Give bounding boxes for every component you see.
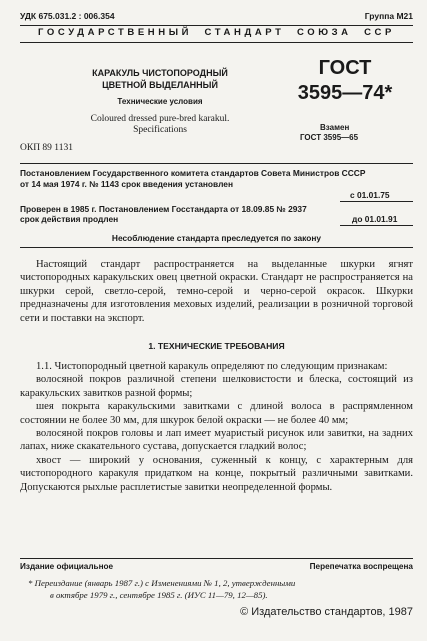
replaces-label: Взамен xyxy=(320,123,350,132)
title-en-line1: Coloured dressed pure-bred karakul. xyxy=(90,114,230,124)
official-edition: Издание официальное xyxy=(20,562,114,571)
udk-code: УДК 675.031.2 : 006.354 xyxy=(20,11,115,21)
clause-1-1: 1.1. Чистопородный цветной каракуль определяют по следующим признакам: xyxy=(36,361,388,372)
date-from: с 01.01.75 xyxy=(350,190,390,200)
footer-rule xyxy=(20,558,413,559)
title-rule xyxy=(20,163,413,164)
clause-head-paws: волосяной покров головы и лап имеет муаристый рисунок или завитки, на задних лапах, ниже скакательного сустава, допускается гладкий волос; xyxy=(20,428,413,453)
reprint-note-line1: * Переиздание (январь 1987 г.) с Изменениями № 1, 2, утвержденными xyxy=(28,578,296,588)
group-code: Группа М21 xyxy=(364,11,413,21)
section-heading: 1. ТЕХНИЧЕСКИЕ ТРЕБОВАНИЯ xyxy=(148,341,285,351)
check-line2: срок действия продлен xyxy=(20,214,119,224)
decree-rule xyxy=(20,247,413,248)
date-to: до 01.01.91 xyxy=(352,214,398,224)
gost-number: 3595—74* xyxy=(297,82,393,104)
replaces-value: ГОСТ 3595—65 xyxy=(300,133,359,142)
standard-banner: ГОСУДАРСТВЕННЫЙ СТАНДАРТ СОЮЗА ССР xyxy=(38,27,395,38)
title-ru-line1: КАРАКУЛЬ ЧИСТОПОРОДНЫЙ xyxy=(92,68,228,78)
title-en-line2: Specifications xyxy=(133,125,187,135)
header-rule-bottom xyxy=(20,42,413,43)
reprint-note-line2: в октябре 1979 г., сентябре 1985 г. (ИУС 11—79, 12—85). xyxy=(50,590,268,600)
intro-paragraph: Настоящий стандарт распространяется на выделанные шкурки ягнят чистопородных каракульских овец цветной окраски. Стандарт не распространяется на шкурки серой, светло-серой, темно-серой и черно-серой окрасок. Шкурки предназначены для изготовления меховых изделий, реализации в розничной торговой сети и поставки на экспорт. xyxy=(20,259,413,324)
reprint-prohibited: Перепечатка воспрещена xyxy=(309,562,413,571)
section-body xyxy=(20,360,413,494)
intro-block xyxy=(20,258,413,325)
title-subtitle: Технические условия xyxy=(117,97,203,106)
date-to-underline xyxy=(340,225,413,226)
decree-line2: от 14 мая 1974 г. № 1143 срок введения установлен xyxy=(20,179,234,189)
copyright: © Издательство стандартов, 1987 xyxy=(240,606,413,618)
date-from-underline xyxy=(340,201,413,202)
okp-code: ОКП 89 1131 xyxy=(20,143,73,153)
clause-tail: хвост — широкий у основания, суженный к концу, с характерным для чистопородного каракуля придатком на конце, покрытый различными завитками. Допускаются рыхлые расплетистые завитки неопределенной формы. xyxy=(20,454,413,493)
gost-label: ГОСТ xyxy=(318,57,372,79)
clause-hair-cover: волосяной покров различной степени шелковистости и блеска, состоящий из каракульских завитков разной формы; xyxy=(20,374,413,399)
clause-neck: шея покрыта каракульскими завитками с длиной волоса в распрямленном состоянии не более 30 мм, для шкурок белой окраски — не более 40 мм; xyxy=(20,401,413,426)
warning-text: Несоблюдение стандарта преследуется по закону xyxy=(111,233,322,243)
check-line1: Проверен в 1985 г. Постановлением Госстандарта от 18.09.85 № 2937 xyxy=(20,204,307,214)
header-rule-top xyxy=(20,25,413,26)
title-ru-line2: ЦВЕТНОЙ ВЫДЕЛАННЫЙ xyxy=(102,80,218,90)
decree-line1: Постановлением Государственного комитета стандартов Совета Министров СССР xyxy=(20,168,366,178)
